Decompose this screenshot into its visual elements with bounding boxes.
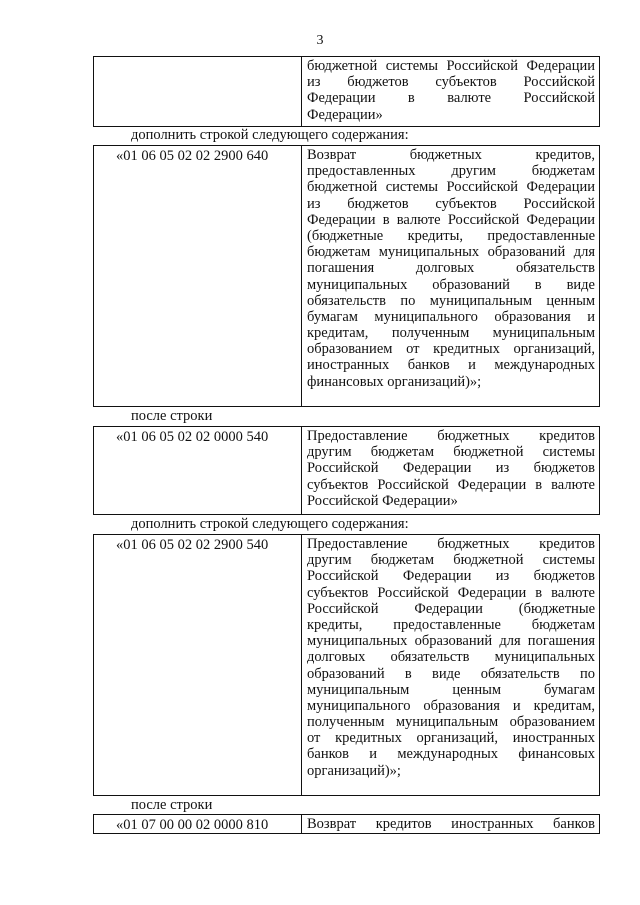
description-line: муниципальным ценным бумагам xyxy=(307,681,595,698)
budget-code: «01 07 00 00 02 0000 810 xyxy=(94,815,302,833)
budget-code: «01 06 05 02 02 2900 540 xyxy=(94,535,302,795)
page-number: 3 xyxy=(316,33,324,48)
description-line: Российской Федерации из бюджетов xyxy=(307,568,595,585)
description-line: кредиты, предоставленные бюджетам xyxy=(307,616,595,633)
description-line: муниципальных образований в виде xyxy=(307,276,595,293)
description-line: долговых обязательств муниципальных xyxy=(307,649,595,666)
description-line: (бюджетные кредиты, предоставленные xyxy=(307,227,595,244)
description-line: банков и международных финансовых xyxy=(307,746,595,763)
description-line: субъектов Российской Федерации в валюте xyxy=(307,584,595,601)
budget-code: «01 06 05 02 02 0000 540 xyxy=(94,427,302,514)
description-line: образований в виде обязательств по xyxy=(307,665,595,682)
description-line: субъектов Российской Федерации в валюте xyxy=(307,476,595,493)
description-line: обязательств по муниципальным ценным xyxy=(307,292,595,309)
instruction-text: дополнить строкой следующего содержания: xyxy=(131,516,409,532)
description-line: Предоставление бюджетных кредитов xyxy=(307,536,595,552)
description-line: Предоставление бюджетных кредитов xyxy=(307,428,595,444)
table-row xyxy=(93,56,600,127)
description-line: Федерации в валюте Российской xyxy=(307,90,595,107)
description-line: полученным муниципальным образованием xyxy=(307,714,595,731)
description-cell xyxy=(302,57,599,126)
description-cell xyxy=(302,146,599,406)
description-line: Российской Федерации (бюджетные xyxy=(307,600,595,617)
description-line: иностранных банков и международных xyxy=(307,357,595,374)
description-line: другим бюджетам бюджетной системы xyxy=(307,444,595,461)
description-cell xyxy=(302,427,599,514)
budget-code: «01 06 05 02 02 2900 640 xyxy=(94,146,302,406)
instruction-text: дополнить строкой следующего содержания: xyxy=(131,127,409,143)
description-line: Федерации в валюте Российской Федерации xyxy=(307,211,595,228)
description-cell xyxy=(302,535,599,795)
description-line: другим бюджетам бюджетной системы xyxy=(307,552,595,569)
description-line: Федерации» xyxy=(307,106,383,123)
table-row xyxy=(93,145,600,407)
description-line: Российской Федерации» xyxy=(307,492,458,509)
description-line: финансовых организаций)»; xyxy=(307,373,482,390)
description-line: бюджетной системы Российской Федерации xyxy=(307,58,595,74)
description-cell xyxy=(302,815,599,833)
description-line: от кредитных организаций, иностранных xyxy=(307,730,595,747)
description-line: образованием от кредитных организаций, xyxy=(307,341,595,358)
description-line: предоставленных другим бюджетам xyxy=(307,163,595,180)
table-row xyxy=(93,426,600,515)
table-row xyxy=(93,814,600,834)
budget-code xyxy=(94,57,302,126)
description-line: бюджетам муниципальных образований для xyxy=(307,244,595,261)
description-line: Российской Федерации из бюджетов xyxy=(307,460,595,477)
table-row xyxy=(93,534,600,796)
description-line: бюджетной системы Российской Федерации xyxy=(307,179,595,196)
description-line: Возврат кредитов иностранных банков xyxy=(307,816,595,832)
description-line: Возврат бюджетных кредитов, xyxy=(307,147,595,163)
description-line: муниципального образования и кредитам, xyxy=(307,697,595,714)
description-line: кредитам, полученным муниципальным xyxy=(307,325,595,342)
description-line: организаций)»; xyxy=(307,762,401,779)
description-line: бумагам муниципального образования и xyxy=(307,308,595,325)
instruction-text: после строки xyxy=(131,797,213,813)
description-line: из бюджетов субъектов Российской xyxy=(307,195,595,212)
description-line: муниципальных образований для погашения xyxy=(307,633,595,650)
description-line: из бюджетов субъектов Российской xyxy=(307,74,595,91)
instruction-text: после строки xyxy=(131,408,213,424)
description-line: погашения долговых обязательств xyxy=(307,260,595,277)
